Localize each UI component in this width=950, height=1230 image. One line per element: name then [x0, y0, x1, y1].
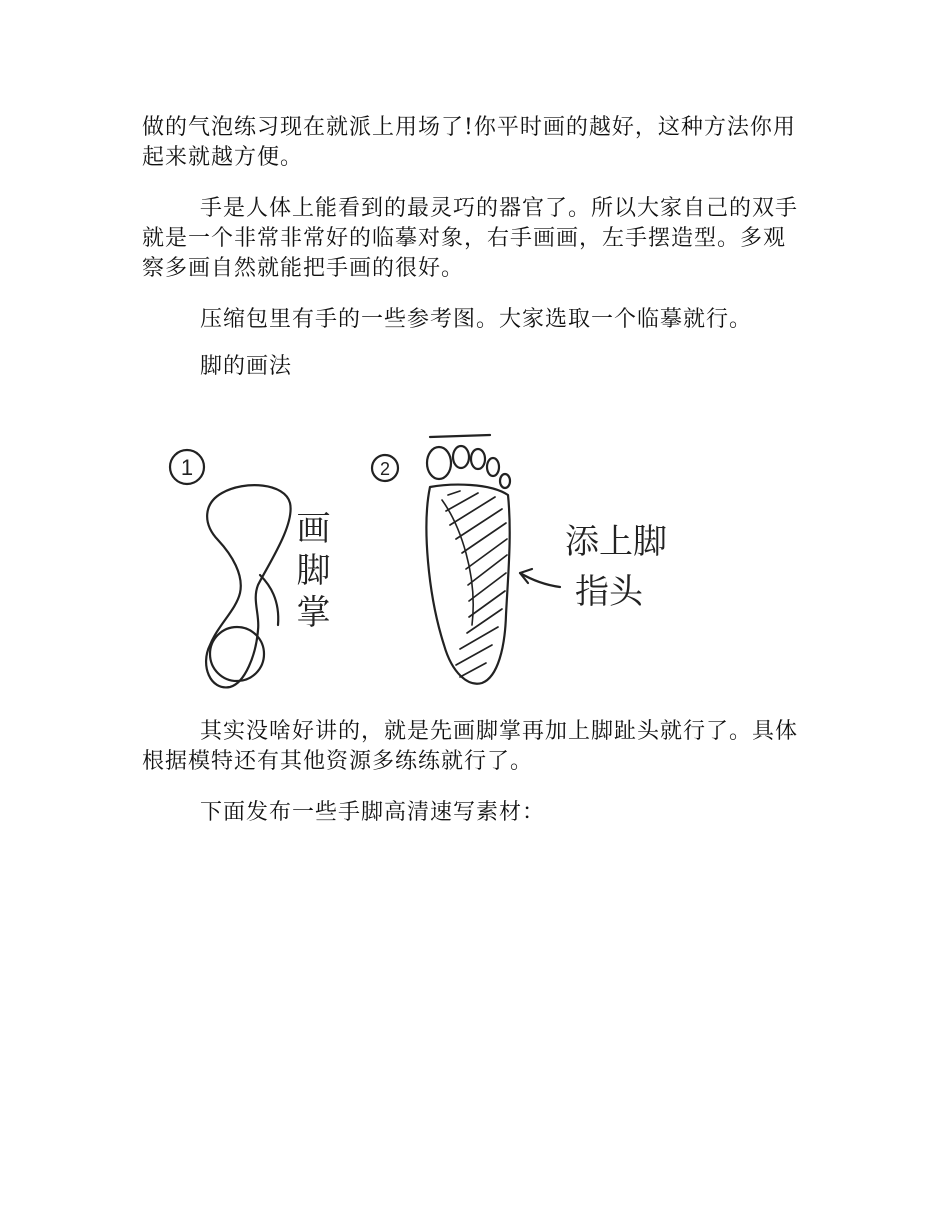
paragraph-reference: 压缩包里有手的一些参考图。大家选取一个临摹就行。	[200, 307, 753, 332]
step1-badge	[170, 450, 204, 484]
step2-number: 2	[379, 459, 391, 479]
step2-badge	[372, 455, 398, 481]
foot-drawing-figure	[160, 425, 720, 700]
step2-note-line1: 添上脚	[565, 522, 667, 562]
sole-hatching	[446, 491, 507, 677]
arrow-icon	[520, 569, 560, 587]
section-heading-feet: 脚的画法	[200, 354, 293, 379]
paragraph-hands: 手是人体上能看到的最灵巧的器官了。所以大家自己的双手就是一个非常非常好的临摹对象，右手画画，左手摆造型。多观察多画自然就能把手画的很好。	[142, 196, 799, 281]
foot-with-toes-sketch	[426, 435, 510, 684]
step2-note-line2: 指头	[575, 572, 643, 612]
paragraph-bubble-practice: 做的气泡练习现在就派上用场了!你平时画的越好，这种方法你用起来就越方便。	[142, 115, 796, 170]
paragraph-materials: 下面发布一些手脚高清速写素材：	[200, 800, 546, 825]
step1-note: 画脚掌	[290, 510, 330, 636]
step1-number: 1	[180, 455, 194, 480]
paragraph-feet-tips: 其实没啥好讲的，就是先画脚掌再加上脚趾头就行了。具体根据模特还有其他资源多练练就行了。	[142, 719, 799, 774]
sole-outline-sketch	[206, 485, 291, 687]
